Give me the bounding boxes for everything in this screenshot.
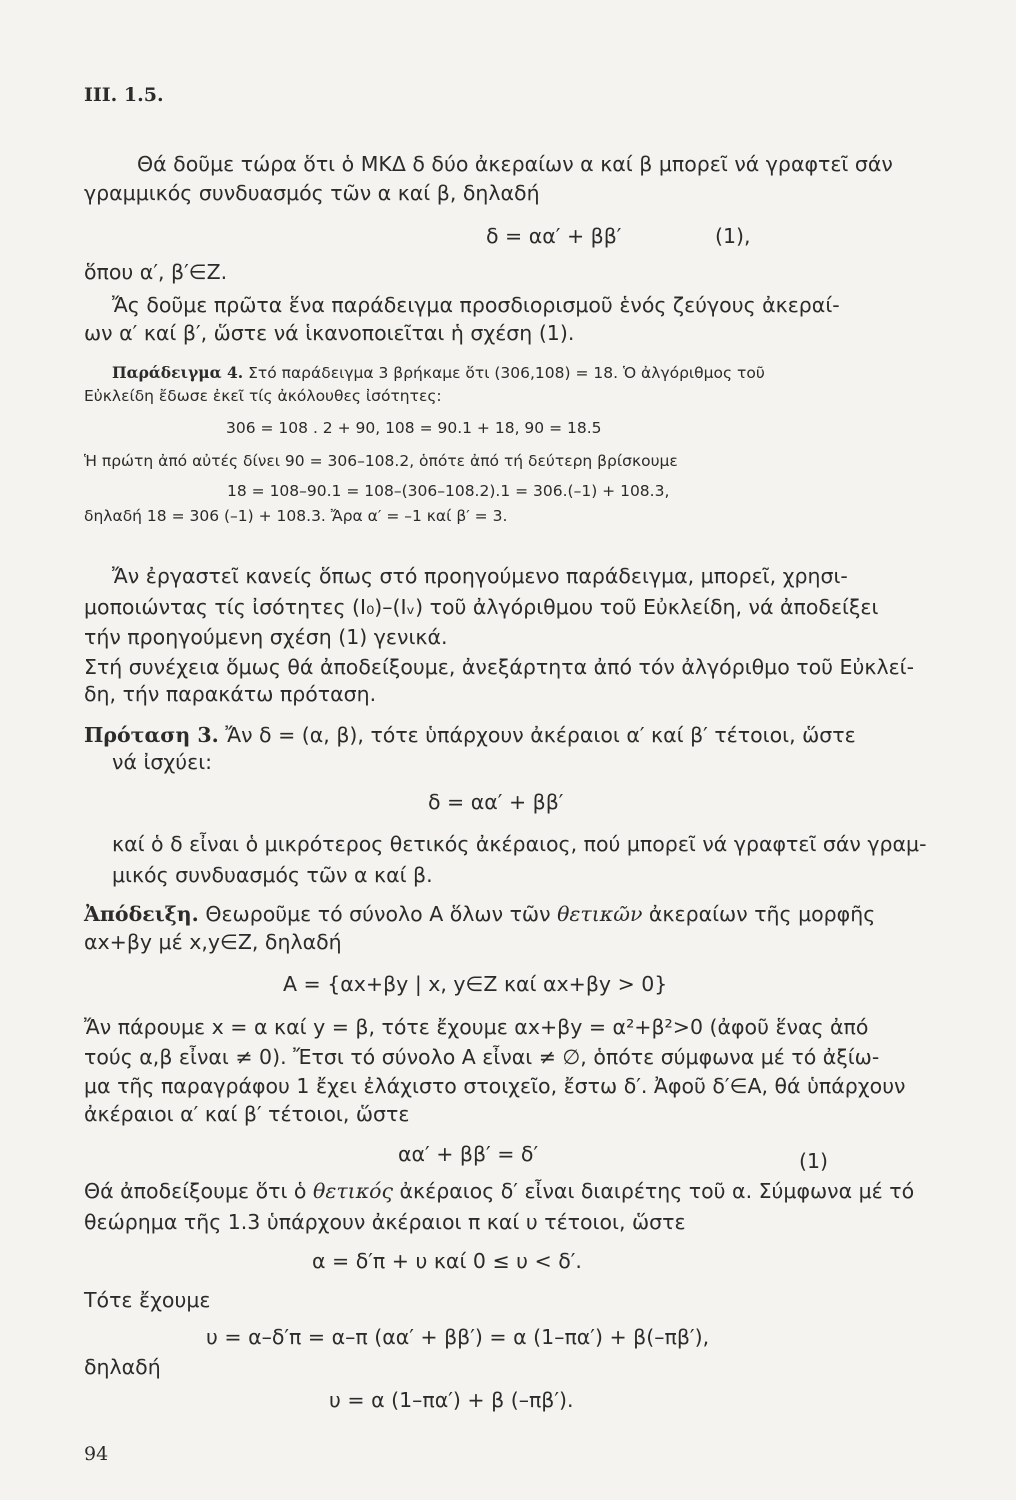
equation: A = {αx+βy | x, y∈Z καί αx+βy > 0}	[283, 972, 668, 996]
text-line: τήν προηγούμενη σχέση (1) γενικά.	[84, 625, 448, 649]
example-equation: 18 = 108–90.1 = 108–(306–108.2).1 = 306.(–1) + 108.3,	[227, 482, 670, 500]
example-line: Ἡ πρώτη ἀπό αὐτές δίνει 90 = 306–108.2, ὁπότε ἀπό τή δεύτερη βρίσκουμε	[84, 452, 678, 470]
text-part: ἀκέραιος δ′ εἶναι διαιρέτης τοῦ α. Σύμφωνα μέ τό	[393, 1179, 915, 1203]
example-line	[112, 365, 765, 382]
section-header: III. 1.5.	[84, 84, 164, 106]
proof-line	[84, 904, 875, 925]
proof-label: Ἀπόδειξη.	[84, 902, 199, 926]
emphasis: θετικός	[313, 1179, 393, 1203]
text-line: Τότε ἔχουμε	[84, 1288, 211, 1312]
text-line	[84, 1181, 914, 1202]
proof-text: Θεωροῦμε τό σύνολο Α ὅλων τῶν	[198, 902, 558, 926]
equation-number: (1),	[715, 224, 751, 248]
text-line: δη, τήν παρακάτω πρόταση.	[84, 682, 377, 706]
proposition-line	[84, 725, 856, 746]
text-line: ων α′ καί β′, ὥστε νά ἱκανοποιεῖται ἡ σχέση (1).	[84, 321, 575, 345]
text-line: ὅπου α′, β′∈Z.	[84, 260, 228, 284]
text-line: Στή συνέχεια ὅμως θά ἀποδείξουμε, ἀνεξάρτητα ἀπό τόν ἀλγόριθμο τοῦ Εὐκλεί-	[84, 655, 914, 679]
example-text: Στό παράδειγμα 3 βρήκαμε ὅτι (306,108) = 18. Ὁ ἀλγόριθμος τοῦ	[248, 364, 765, 382]
text-line: Ἄς δοῦμε πρῶτα ἕνα παράδειγμα προσδιορισμοῦ ἑνός ζεύγους ἀκεραί-	[112, 293, 840, 317]
equation: υ = α–δ′π = α–π (αα′ + ββ′) = α (1–πα′) + β(–πβ′),	[206, 1325, 710, 1349]
example-equation: 306 = 108 . 2 + 90, 108 = 90.1 + 18, 90 = 18.5	[226, 419, 602, 437]
text-line: ἀκέραιοι α′ καί β′ τέτοιοι, ὥστε	[84, 1102, 410, 1126]
text-line: καί ὁ δ εἶναι ὁ μικρότερος θετικός ἀκέραιος, πού μπορεῖ νά γραφτεῖ σάν γραμ-	[112, 832, 927, 856]
page-number: 94	[84, 1443, 109, 1465]
equation: δ = αα′ + ββ′	[428, 790, 564, 814]
example-line: Εὐκλείδη ἔδωσε ἐκεῖ τίς ἀκόλουθες ἰσότητες:	[84, 387, 442, 405]
text-part: Θά ἀποδείξουμε ὅτι ὁ	[84, 1179, 313, 1203]
equation: δ = αα′ + ββ′	[486, 224, 622, 248]
text-line: δηλαδή	[84, 1355, 161, 1379]
proposition-text: Ἄν δ = (α, β), τότε ὑπάρχουν ἀκέραιοι α′ καί β′ τέτοιοι, ὥστε	[218, 723, 856, 747]
text-line: θεώρημα τῆς 1.3 ὑπάρχουν ἀκέραιοι π καί υ τέτοιοι, ὥστε	[84, 1210, 686, 1234]
text-line: μα τῆς παραγράφου 1 ἔχει ἐλάχιστο στοιχεῖο, ἔστω δ′. Ἀφοῦ δ′∈Α, θά ὑπάρχουν	[84, 1074, 906, 1098]
text-line: τούς α,β εἶναι ≠ 0). Ἔτσι τό σύνολο Α εἶναι ≠ ∅, ὁπότε σύμφωνα μέ τό ἀξίω-	[84, 1045, 880, 1069]
example-label: Παράδειγμα 4.	[112, 363, 244, 382]
text-line: Ἄν πάρουμε x = α καί y = β, τότε ἔχουμε αx+βy = α²+β²>0 (ἀφοῦ ἕνας ἀπό	[84, 1015, 869, 1039]
text-line: νά ἰσχύει:	[112, 750, 213, 774]
text-line: μικός συνδυασμός τῶν α καί β.	[112, 863, 433, 887]
text-line: μοποιώντας τίς ἰσότητες (I₀)–(Iᵥ) τοῦ ἀλγόριθμου τοῦ Εὐκλείδη, νά ἀποδείξει	[84, 595, 879, 619]
equation: α = δ′π + υ καί 0 ≤ υ < δ′.	[312, 1249, 582, 1273]
equation: υ = α (1–πα′) + β (–πβ′).	[329, 1388, 574, 1412]
equation: αα′ + ββ′ = δ′	[398, 1142, 539, 1166]
text-line: αx+βy μέ x,y∈Z, δηλαδή	[84, 930, 342, 954]
equation-number: (1)	[799, 1149, 829, 1173]
text-line: Ἄν ἐργαστεῖ κανείς ὅπως στό προηγούμενο παράδειγμα, μπορεῖ, χρησι-	[112, 564, 848, 588]
proof-text: ἀκεραίων τῆς μορφῆς	[642, 902, 876, 926]
example-line: δηλαδή 18 = 306 (–1) + 108.3. Ἄρα α′ = –1 καί β′ = 3.	[84, 507, 508, 525]
text-line: γραμμικός συνδυασμός τῶν α καί β, δηλαδή	[84, 181, 540, 205]
text-line: Θά δοῦμε τώρα ὅτι ὁ ΜΚΔ δ δύο ἀκεραίων α καί β μπορεῖ νά γραφτεῖ σάν	[137, 152, 893, 176]
proposition-label: Πρόταση 3.	[84, 723, 219, 747]
emphasis: θετικῶν	[557, 902, 643, 926]
